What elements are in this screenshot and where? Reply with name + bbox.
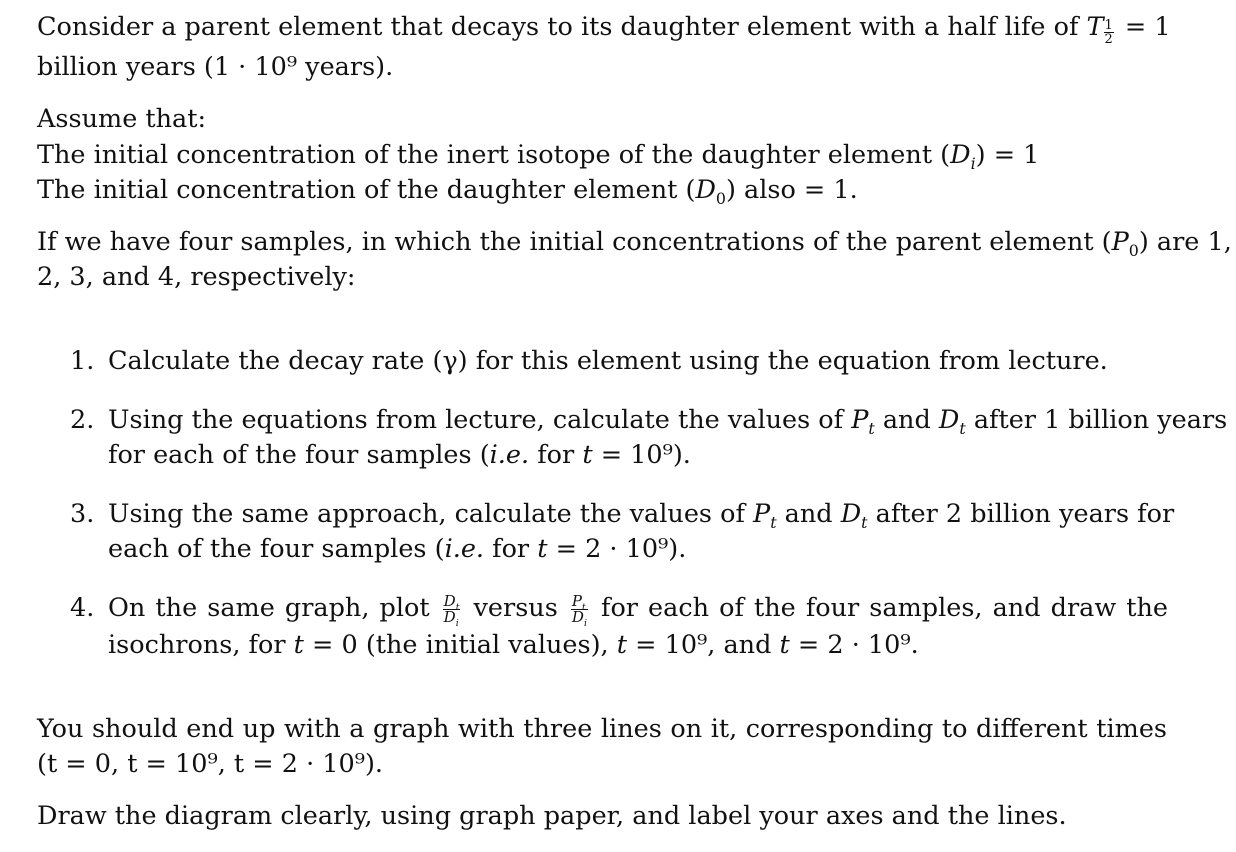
var-d: D <box>443 607 456 626</box>
q-text: for <box>537 440 575 470</box>
assume-heading: Assume that: <box>37 104 207 134</box>
q-text: for each of the four samples ( <box>108 440 490 470</box>
fraction-pt-di <box>571 591 588 629</box>
var-t: t <box>779 630 790 660</box>
q-text: and <box>882 405 931 435</box>
question-number: 3. <box>70 499 95 529</box>
outro-line-1: You should end up with a graph with three lines on it, corresponding to different times <box>37 714 1167 744</box>
q-text: for each of the four samples, and draw the <box>601 593 1168 623</box>
var-t: t <box>293 630 304 660</box>
var-d: D <box>695 175 716 205</box>
q-text: each of the four samples ( <box>108 534 445 564</box>
samples-line-2: 2, 3, and 4, respectively: <box>37 262 356 292</box>
var-d: D <box>571 607 584 626</box>
q-text: and <box>784 499 833 529</box>
question-4-line-2 <box>108 630 919 660</box>
var-t: t <box>537 534 548 564</box>
sub-i: i <box>970 154 976 174</box>
q-text: = 0 (the initial values), <box>312 630 609 660</box>
assume-line-1 <box>37 140 1040 174</box>
frac-den <box>571 607 588 629</box>
q-text: after 2 billion years for <box>875 499 1175 529</box>
intro-text: Consider a parent element that decays to its daughter element with a half life of <box>37 12 1079 42</box>
intro-line-1 <box>37 12 1171 47</box>
question-text <box>108 591 1168 629</box>
outro-line-2: (t = 0, t = 10⁹, t = 2 · 10⁹). <box>37 749 384 779</box>
q-text: On the same graph, plot <box>108 593 430 623</box>
question-text <box>108 405 1228 439</box>
sub-t: t <box>582 601 586 613</box>
ie-text: i.e. <box>444 534 485 564</box>
question-2-line-2 <box>108 440 691 470</box>
q-text: for <box>492 534 530 564</box>
q-text: = 2 · 10⁹. <box>797 630 919 660</box>
ie-text: i.e. <box>489 440 530 470</box>
q-text: = 10⁹, and <box>635 630 772 660</box>
var-d: D <box>950 140 971 170</box>
fraction-dt-di <box>443 591 461 629</box>
q-text: isochrons, for <box>108 630 286 660</box>
samples-end: ) are 1, <box>1138 227 1232 257</box>
var-p: P <box>1111 227 1129 257</box>
sub-t: t <box>770 513 777 533</box>
samples-text: If we have four samples, in which the initial concentrations of the parent element ( <box>37 227 1112 257</box>
q-text: = 2 · 10⁹). <box>555 534 687 564</box>
var-d: D <box>840 499 862 529</box>
question-number: 2. <box>70 405 95 435</box>
question-2-line-1 <box>70 405 1228 439</box>
intro-line-2: billion years (1 · 10⁹ years). <box>37 52 394 82</box>
question-1 <box>70 346 1108 376</box>
q-text: = 10⁹). <box>600 440 691 470</box>
question-text: Calculate the decay rate (γ) for this element using the equation from lecture. <box>108 346 1108 376</box>
question-number: 4. <box>70 593 95 623</box>
assume-end: ) also = 1. <box>725 175 858 205</box>
q-text: after 1 billion years <box>973 405 1228 435</box>
question-number: 1. <box>70 346 95 376</box>
sub-t: t <box>959 419 966 439</box>
var-p: P <box>753 499 771 529</box>
question-4-line-1 <box>70 591 1168 629</box>
sub-i: i <box>583 617 587 629</box>
outro-line-3: Draw the diagram clearly, using graph paper, and label your axes and the lines. <box>37 801 1067 831</box>
assume-line-2 <box>37 175 858 209</box>
sub-t: t <box>861 513 868 533</box>
sub-i: i <box>455 617 459 629</box>
var-d: D <box>938 405 960 435</box>
q-text: Using the same approach, calculate the values of <box>108 499 745 529</box>
assume-text: The initial concentration of the daughter element ( <box>37 175 696 205</box>
question-text <box>108 499 1175 533</box>
assume-text: The initial concentration of the inert isotope of the daughter element ( <box>37 140 951 170</box>
q-text: versus <box>473 593 558 623</box>
sub-t: t <box>455 601 460 613</box>
samples-line-1 <box>37 227 1232 261</box>
half-life-value: = 1 <box>1124 12 1171 42</box>
var-t: t <box>582 440 593 470</box>
sub-0: 0 <box>1128 241 1139 261</box>
half-life-subscript: $\frac{1}{2}$ <box>1104 18 1113 47</box>
sub-t: t <box>868 419 875 439</box>
var-t: t <box>616 630 628 660</box>
q-text: Using the equations from lecture, calculate the values of <box>108 405 844 435</box>
frac-den <box>443 607 461 629</box>
half-life-symbol: T <box>1086 12 1104 42</box>
question-3-line-2 <box>108 534 686 564</box>
assume-end: ) = 1 <box>975 140 1040 170</box>
question-3-line-1 <box>70 499 1175 533</box>
var-d: D <box>443 591 456 610</box>
var-p: P <box>571 591 582 610</box>
var-p: P <box>851 405 869 435</box>
sub-0: 0 <box>715 189 726 209</box>
